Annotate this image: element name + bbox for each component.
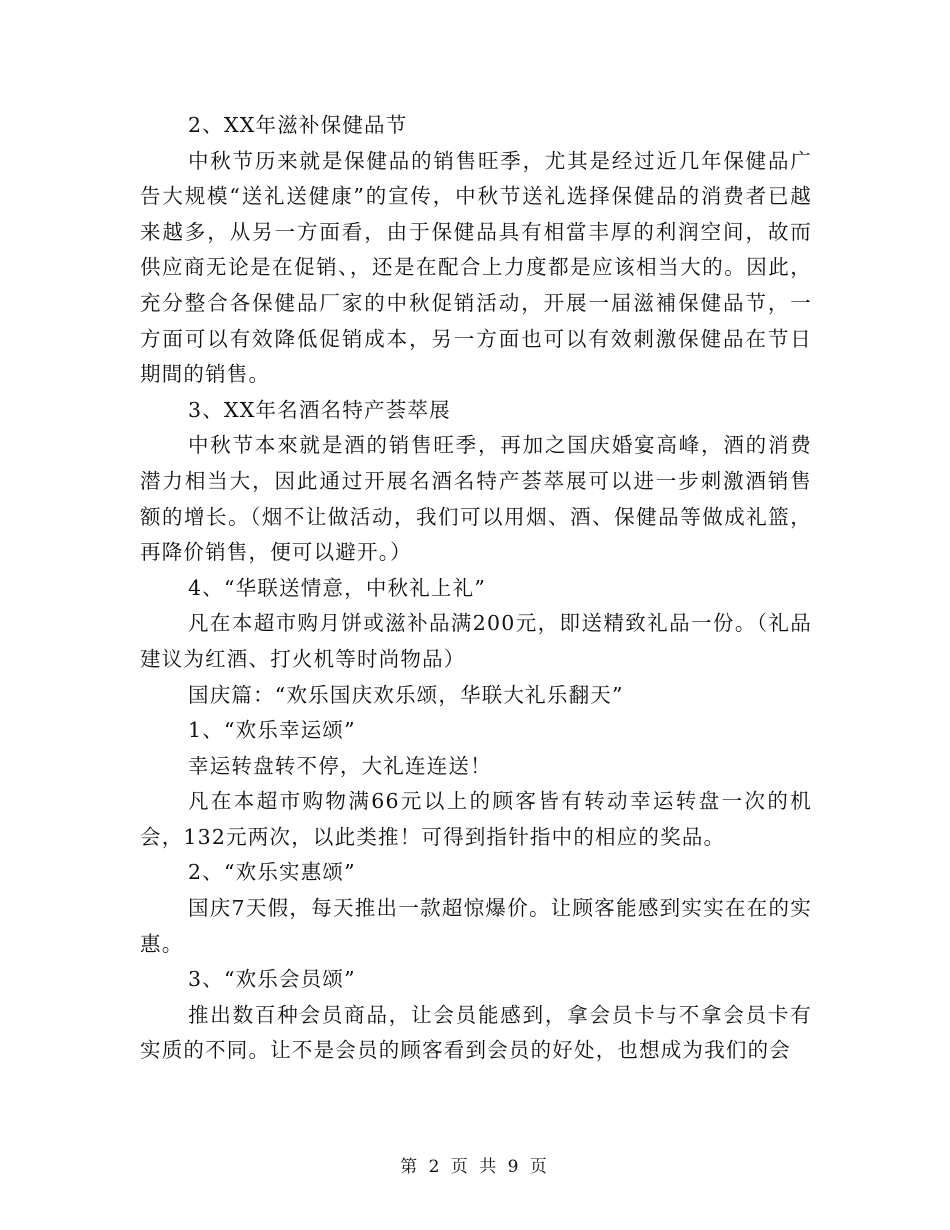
subheading-lucky: 1、“欢乐幸运颂” (188, 718, 356, 743)
paragraph-health-festival: 中秋节历来就是保健品的销售旺季，尤其是经过近几年保健品广告大规模“送礼送健康”的宣传，中秋节送礼选择保健品的消费者已越来越多，从另一方面看，由于保健品具有相當丰厚的利润空间，故而供应商无论是在促销、，还是在配合上力度都是应该相当大的。因此，充分整合各保健品厂家的中秋促销活动，开展一届滋補保健品节，一方面可以有效降低促销成本，另一方面也可以有效刺激保健品在节日期間的销售。 (140, 148, 812, 387)
section-heading-wine-expo: 3、XX年名酒名特产荟萃展 (188, 397, 451, 422)
subheading-member: 3、“欢乐会员颂” (188, 967, 356, 992)
section-heading-national-day: 国庆篇：“欢乐国庆欢乐颂，华联大礼乐翻天” (188, 682, 624, 707)
paragraph-value: 国庆7天假，每天推出一款超惊爆价。让顾客能感到实实在在的实惠。 (140, 896, 812, 956)
paragraph-gift-promo: 凡在本超市购月饼或滋补品满200元，即送精致礼品一份。（礼品建议为红酒、打火机等时尚物品） (140, 611, 812, 671)
page-number-footer: 第 2 页 共 9 页 (400, 1157, 550, 1177)
subheading-value: 2、“欢乐实惠颂” (188, 860, 356, 885)
paragraph-lucky-rules: 凡在本超市购物满66元以上的顾客皆有转动幸运转盘一次的机会，132元两次，以此类推！可得到指针指中的相应的奖品。 (140, 789, 812, 849)
paragraph-member: 推出数百种会员商品，让会员能感到，拿会员卡与不拿会员卡有实质的不同。让不是会员的顾客看到会员的好处，也想成为我们的会 (140, 1002, 812, 1063)
paragraph-lucky-slogan: 幸运转盘转不停，大礼连连送！ (188, 753, 492, 778)
section-heading-health-festival: 2、XX年滋补保健品节 (188, 113, 408, 137)
section-heading-gift-promo: 4、“华联送情意，中秋礼上礼” (188, 575, 487, 600)
document-body (140, 108, 812, 1069)
paragraph-wine-expo: 中秋节本來就是酒的销售旺季，再加之国庆婚宴高峰，酒的消费潜力相当大，因此通过开展名酒名特产荟萃展可以进一步刺激酒销售额的增长。（烟不让做活动，我们可以用烟、酒、保健品等做成礼篮，再降价销售，便可以避开。） (140, 433, 812, 565)
